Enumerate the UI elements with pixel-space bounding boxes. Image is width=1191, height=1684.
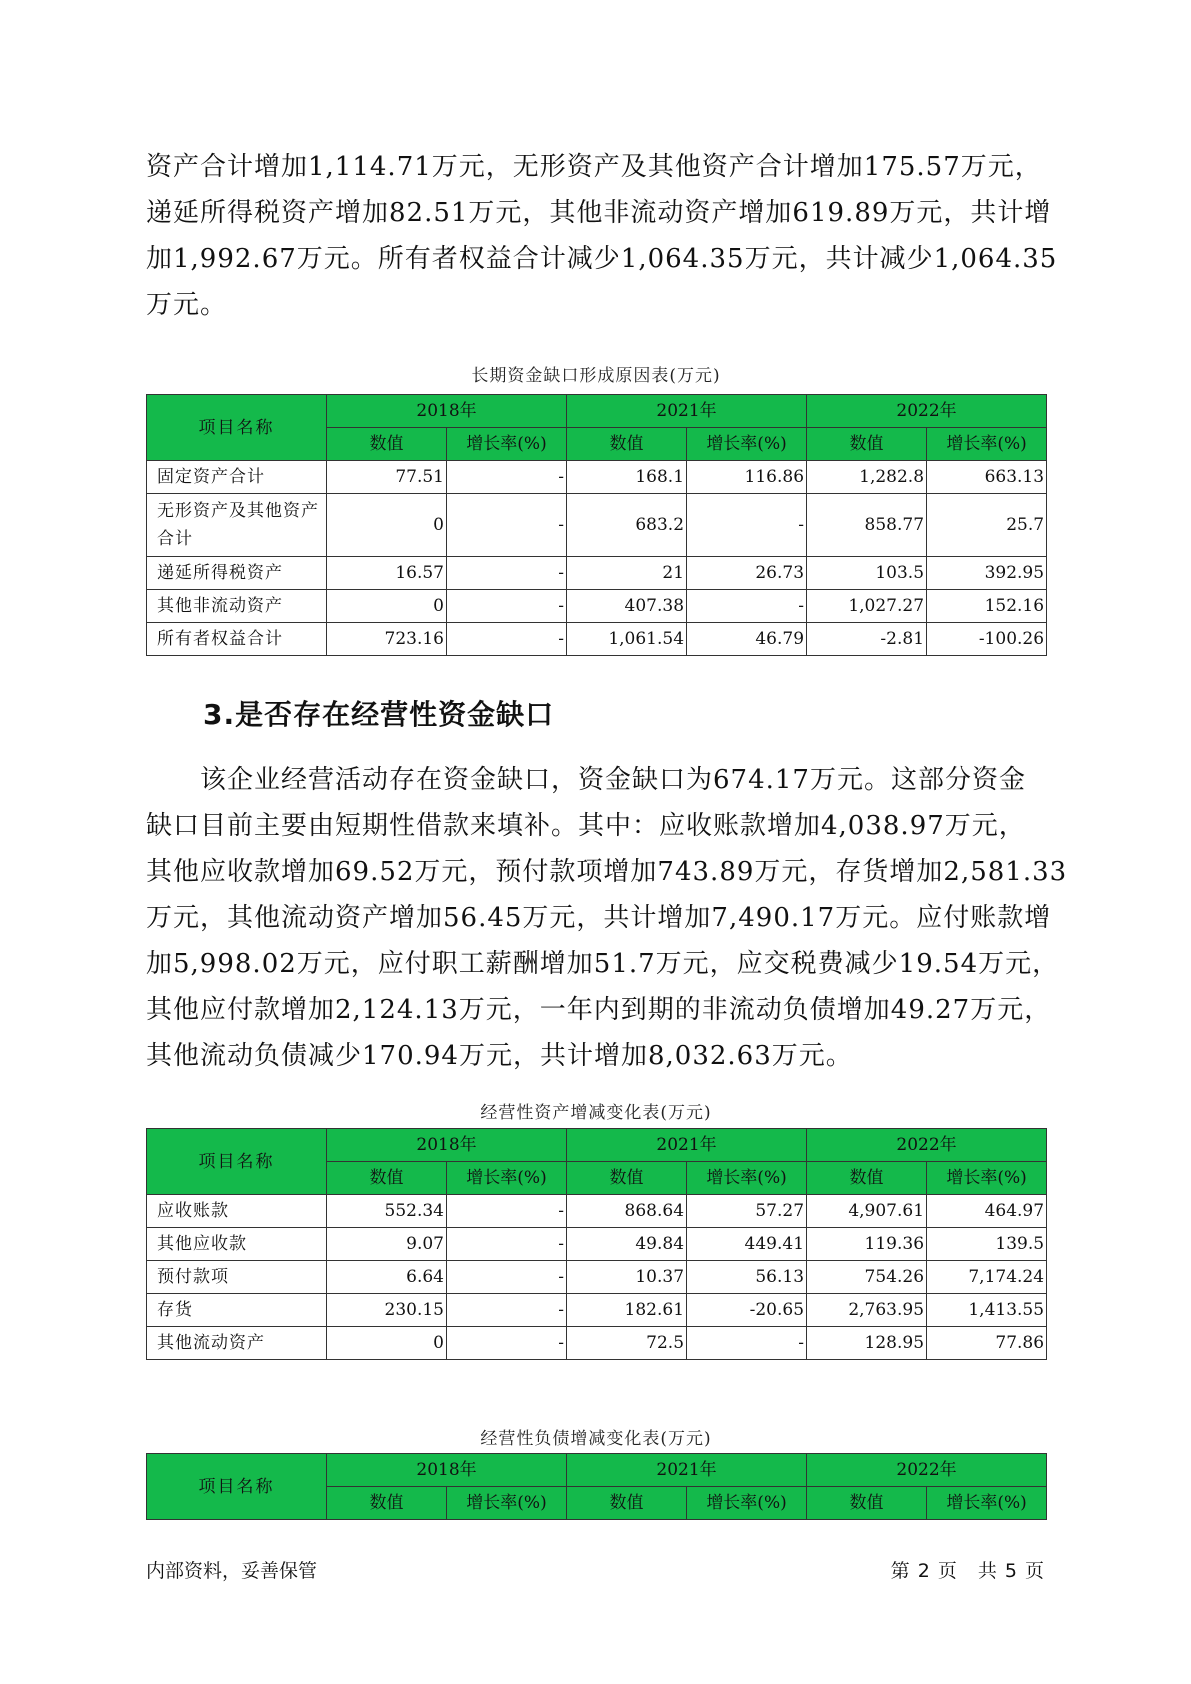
column-header-growth: 增长率(%) xyxy=(447,1162,567,1195)
cell: 56.13 xyxy=(687,1261,807,1294)
table-row xyxy=(147,590,1047,623)
cell: 77.51 xyxy=(327,461,447,494)
cell: - xyxy=(687,1327,807,1360)
column-header-growth: 增长率(%) xyxy=(927,428,1047,461)
cell: 25.7 xyxy=(927,494,1047,557)
column-header-growth: 增长率(%) xyxy=(687,428,807,461)
cell: 392.95 xyxy=(927,557,1047,590)
column-header-year: 2018年 xyxy=(327,395,567,428)
cell: 0 xyxy=(327,494,447,557)
cell: 0 xyxy=(327,590,447,623)
cell: 21 xyxy=(567,557,687,590)
column-header-growth: 增长率(%) xyxy=(687,1487,807,1520)
table-row xyxy=(147,1294,1047,1327)
cell: 1,027.27 xyxy=(807,590,927,623)
cell: 77.86 xyxy=(927,1327,1047,1360)
paragraph-line: 该企业经营活动存在资金缺口，资金缺口为674.17万元。这部分资金 xyxy=(146,765,1026,795)
table-header-row xyxy=(147,1454,1047,1487)
column-header-value: 数值 xyxy=(807,1487,927,1520)
cell: 1,413.55 xyxy=(927,1294,1047,1327)
body-paragraph xyxy=(146,757,1068,1079)
cell: - xyxy=(447,1294,567,1327)
table1-caption: 长期资金缺口形成原因表(万元) xyxy=(471,366,721,386)
row-name: 所有者权益合计 xyxy=(147,623,327,656)
cell: 116.86 xyxy=(687,461,807,494)
cell: - xyxy=(447,1327,567,1360)
intro-paragraph xyxy=(146,144,1058,328)
footer-confidential-note: 内部资料，妥善保管 xyxy=(146,1560,318,1582)
paragraph-line: 万元。 xyxy=(146,290,228,320)
row-name: 其他非流动资产 xyxy=(147,590,327,623)
cell: 152.16 xyxy=(927,590,1047,623)
cell: - xyxy=(447,494,567,557)
paragraph-line: 缺口目前主要由短期性借款来填补。其中：应收账款增加4,038.97万元， xyxy=(146,811,1026,841)
footer-page-number: 第 2 页 共 5 页 xyxy=(890,1560,1045,1582)
cell: 46.79 xyxy=(687,623,807,656)
column-header-year: 2022年 xyxy=(807,395,1047,428)
column-header-value: 数值 xyxy=(567,428,687,461)
cell: 0 xyxy=(327,1327,447,1360)
column-header-value: 数值 xyxy=(807,1162,927,1195)
cell: 72.5 xyxy=(567,1327,687,1360)
cell: 1,061.54 xyxy=(567,623,687,656)
table-row xyxy=(147,1261,1047,1294)
paragraph-line: 加5,998.02万元，应付职工薪酬增加51.7万元，应交税费减少19.54万元， xyxy=(146,949,1060,979)
row-name: 预付款项 xyxy=(147,1261,327,1294)
cell: 57.27 xyxy=(687,1195,807,1228)
table-row xyxy=(147,461,1047,494)
cell: 4,907.61 xyxy=(807,1195,927,1228)
column-header-name: 项目名称 xyxy=(147,395,327,461)
cell: 168.1 xyxy=(567,461,687,494)
cell: 139.5 xyxy=(927,1228,1047,1261)
row-name: 无形资产及其他资产合计 xyxy=(147,494,327,557)
cell: -100.26 xyxy=(927,623,1047,656)
cell: 407.38 xyxy=(567,590,687,623)
row-name: 其他流动资产 xyxy=(147,1327,327,1360)
column-header-name: 项目名称 xyxy=(147,1454,327,1520)
cell: - xyxy=(447,1261,567,1294)
column-header-year: 2018年 xyxy=(327,1129,567,1162)
table-row xyxy=(147,623,1047,656)
row-name: 递延所得税资产 xyxy=(147,557,327,590)
cell: 683.2 xyxy=(567,494,687,557)
column-header-year: 2021年 xyxy=(567,395,807,428)
column-header-value: 数值 xyxy=(327,1487,447,1520)
cell: 2,763.95 xyxy=(807,1294,927,1327)
column-header-year: 2018年 xyxy=(327,1454,567,1487)
row-name: 存货 xyxy=(147,1294,327,1327)
table-header-row xyxy=(147,395,1047,428)
cell: - xyxy=(687,494,807,557)
paragraph-line: 递延所得税资产增加82.51万元，其他非流动资产增加619.89万元，共计增 xyxy=(146,198,1052,228)
cell: - xyxy=(447,557,567,590)
paragraph-line: 其他应付款增加2,124.13万元，一年内到期的非流动负债增加49.27万元， xyxy=(146,995,1052,1025)
section-heading: 3.是否存在经营性资金缺口 xyxy=(203,698,555,731)
cell: 49.84 xyxy=(567,1228,687,1261)
column-header-growth: 增长率(%) xyxy=(447,1487,567,1520)
cell: 16.57 xyxy=(327,557,447,590)
table-header-row xyxy=(147,1129,1047,1162)
paragraph-line: 加1,992.67万元。所有者权益合计减少1,064.35万元，共计减少1,064.35 xyxy=(146,244,1058,274)
cell: 663.13 xyxy=(927,461,1047,494)
table1-long-term-gap xyxy=(146,394,1047,656)
table3-caption: 经营性负债增减变化表(万元) xyxy=(480,1429,712,1449)
table3-operating-liabilities xyxy=(146,1453,1047,1520)
column-header-growth: 增长率(%) xyxy=(447,428,567,461)
cell: 464.97 xyxy=(927,1195,1047,1228)
cell: 1,282.8 xyxy=(807,461,927,494)
cell: 868.64 xyxy=(567,1195,687,1228)
table2-operating-assets xyxy=(146,1128,1047,1360)
table-row xyxy=(147,1195,1047,1228)
cell: 552.34 xyxy=(327,1195,447,1228)
table-row xyxy=(147,494,1047,557)
column-header-growth: 增长率(%) xyxy=(927,1162,1047,1195)
cell: 103.5 xyxy=(807,557,927,590)
row-name: 应收账款 xyxy=(147,1195,327,1228)
column-header-year: 2022年 xyxy=(807,1454,1047,1487)
table-row xyxy=(147,557,1047,590)
cell: 119.36 xyxy=(807,1228,927,1261)
column-header-year: 2021年 xyxy=(567,1129,807,1162)
row-name: 固定资产合计 xyxy=(147,461,327,494)
cell: 754.26 xyxy=(807,1261,927,1294)
cell: - xyxy=(447,623,567,656)
cell: 7,174.24 xyxy=(927,1261,1047,1294)
column-header-value: 数值 xyxy=(567,1162,687,1195)
column-header-value: 数值 xyxy=(327,1162,447,1195)
cell: -2.81 xyxy=(807,623,927,656)
cell: 449.41 xyxy=(687,1228,807,1261)
cell: 26.73 xyxy=(687,557,807,590)
cell: 10.37 xyxy=(567,1261,687,1294)
cell: - xyxy=(447,1228,567,1261)
cell: - xyxy=(687,590,807,623)
cell: 858.77 xyxy=(807,494,927,557)
cell: 9.07 xyxy=(327,1228,447,1261)
column-header-year: 2022年 xyxy=(807,1129,1047,1162)
paragraph-line: 资产合计增加1,114.71万元，无形资产及其他资产合计增加175.57万元， xyxy=(146,152,1042,182)
table2-caption: 经营性资产增减变化表(万元) xyxy=(480,1103,712,1123)
cell: - xyxy=(447,461,567,494)
paragraph-line: 其他流动负债减少170.94万元，共计增加8,032.63万元。 xyxy=(146,1041,853,1071)
cell: 723.16 xyxy=(327,623,447,656)
cell: 128.95 xyxy=(807,1327,927,1360)
cell: -20.65 xyxy=(687,1294,807,1327)
column-header-growth: 增长率(%) xyxy=(927,1487,1047,1520)
paragraph-line: 万元，其他流动资产增加56.45万元，共计增加7,490.17万元。应付账款增 xyxy=(146,903,1052,933)
column-header-value: 数值 xyxy=(567,1487,687,1520)
cell: 6.64 xyxy=(327,1261,447,1294)
cell: - xyxy=(447,1195,567,1228)
row-name: 其他应收款 xyxy=(147,1228,327,1261)
column-header-value: 数值 xyxy=(807,428,927,461)
table-row xyxy=(147,1228,1047,1261)
table-row xyxy=(147,1327,1047,1360)
column-header-name: 项目名称 xyxy=(147,1129,327,1195)
cell: 182.61 xyxy=(567,1294,687,1327)
column-header-growth: 增长率(%) xyxy=(687,1162,807,1195)
column-header-year: 2021年 xyxy=(567,1454,807,1487)
cell: 230.15 xyxy=(327,1294,447,1327)
cell: - xyxy=(447,590,567,623)
paragraph-line: 其他应收款增加69.52万元，预付款项增加743.89万元，存货增加2,581.33 xyxy=(146,857,1068,887)
column-header-value: 数值 xyxy=(327,428,447,461)
